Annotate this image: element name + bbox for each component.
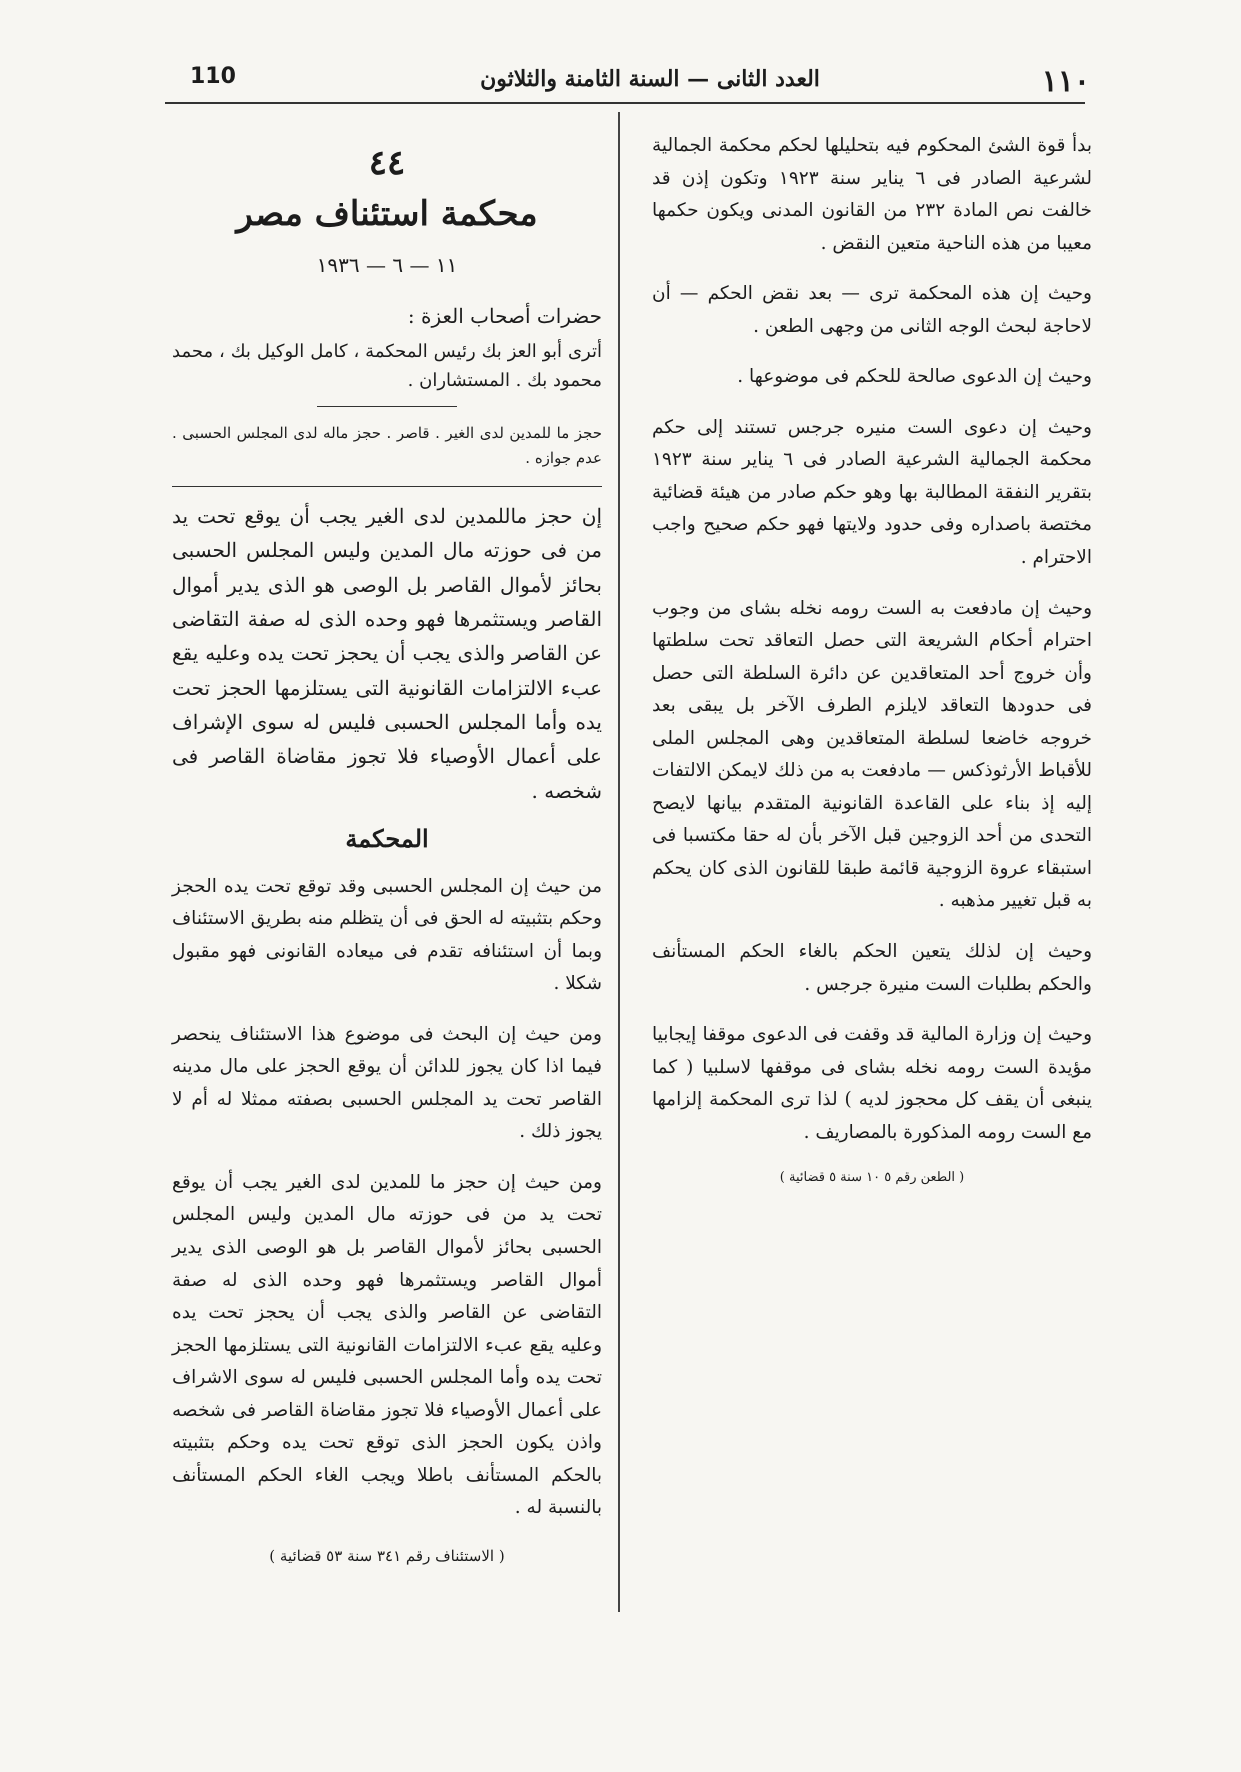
issue-line: العدد الثانى — السنة الثامنة والثلاثون [480, 66, 820, 92]
paragraph: ومن حيث إن البحث فى موضوع هذا الاستئناف ينحصر فيما اذا كان يجوز للدائن أن يوقع الحجز على مال مدينه القاصر تحت يد المجلس الحسبى بصفته ممثلا له أم لا يجوز ذلك . [172, 1023, 602, 1143]
paragraph: ومن حيث إن حجز ما للمدين لدى الغير يجب أن يوقع تحت يد من فى حوزته مال المدين وليس المجلس الحسبى بحائز لأموال القاصر بل هو الوصى الذى يدير أموال القاصر ويستثمرها فهو وحده الذى له صفة التقاضى عن القاصر والذى يجب أن يحجز تحت يده وعليه يقع عبء الالتزامات القانونية التى يستلزمها الحجز تحت يده وأما المجلس الحسبى فليس له سوى الاشراف على أعمال الأوصياء فلا تجوز مقاضاة القاصر فى شخصه واذن يكون الحجز الذى توقع تحت يده وحكم بتثبيته بالحكم المستأنف باطلا ويجب الغاء الحكم المستأنف بالنسبة له . [172, 1171, 602, 1519]
page-header [170, 60, 1090, 100]
header-rule [165, 102, 1085, 104]
paragraph: وحيث إن الدعوى صالحة للحكم فى موضوعها . [737, 366, 1092, 388]
section-title: المحكمة [345, 824, 429, 854]
court-name: محكمة استئناف مصر [236, 193, 538, 234]
legal-principle: إن حجز ماللمدين لدى الغير يجب أن يوقع تحت يد من فى حوزته مال المدين وليس المجلس الحسبى بحائز لأموال القاصر بل الوصى هو الذى يدير أموال القاصر ويستثمرها فهو وحده الذى له صفة التقاضى عن القاصر والذى يجب أن يحجز تحت يده وعليه يقع عبء الالتزامات القانونية التى يستلزمها الحجز تحت يده وأما المجلس الحسبى فليس له سوى الإشراف على أعمال الأوصياء فلا تجوز مقاضاة القاصر فى شخصه . [172, 503, 602, 803]
right-column [652, 130, 1092, 1190]
case-summary: حجز ما للمدين لدى الغير . قاصر . حجز ماله لدى المجلس الحسبى . عدم جوازه . [172, 423, 602, 468]
ruling-date: ١١ — ٦ — ١٩٣٦ [316, 252, 458, 277]
paragraph: وحيث إن هذه المحكمة ترى — بعد نقض الحكم — أن لاحاجة لبحث الوجه الثانى من وجهى الطعن . [652, 283, 1092, 337]
attendees-title: حضرات أصحاب العزة : [407, 303, 602, 328]
paragraph: وحيث إن مادفعت به الست رومه نخله بشاى من وجوب احترام أحكام الشريعة التى حصل التعاقد تحت سلطتها وأن خروج أحد المتعاقدين عن دائرة السلطة التى حصل فى حدودها التعاقد لايلزم الطرف الآخر بل يبقى بعد خروجه خاضعا لسلطة المتعاقدين وهى المجلس الملى للأقباط الأرثوذكس — مادفعت به من ذلك لايمكن الالتفات إليه إذ بناء على القاعدة القانونية المتقدم بيانها لايصح التحدى من أحد الزوجين قبل الآخر بأن له حقا مكتسبا فى استبقاء عروة الزوجية قائمة طبقا للقانون الذى كان يحكم به قبل تغيير مذهبه . [652, 597, 1092, 912]
paragraph: وحيث إن دعوى الست منيره جرجس تستند إلى حكم محكمة الجمالية الشرعية الصادر فى ٦ يناير سنة ١٩٢٣ بتقرير النفقة المطالبة بها وهو حكم صادر من هيئة قضائية مختصة باصداره وفى حدود ولايتها فهو حكم صحيح واجب الاحترام . [652, 416, 1092, 569]
column-divider [618, 112, 620, 1612]
page-number-arabic: ١١٠ [1041, 64, 1090, 99]
attendees-list: أترى أبو العز بك رئيس المحكمة ، كامل الوكيل بك ، محمد محمود بك . المستشاران . [172, 341, 602, 391]
left-column [172, 140, 602, 1569]
case-number: ٤٤ [368, 143, 406, 183]
divider [317, 406, 457, 407]
case-reference: ( الطعن رقم ٥ ١٠ سنة ٥ قضائية ) [779, 1170, 965, 1186]
divider [172, 486, 602, 487]
paragraph: من حيث إن المجلس الحسبى وقد توقع تحت يده الحجز وحكم بتثبيته له الحق فى أن يتظلم منه بطريق الاستئناف وبما أن استئنافه تقدم فى ميعاده القانونى فهو مقبول شكلا . [172, 875, 602, 995]
paragraph: بدأ قوة الشئ المحكوم فيه بتحليلها لحكم محكمة الجمالية لشرعية الصادر فى ٦ يناير سنة ١٩٢٣ وتكون إذن قد خالفت نص المادة ٢٣٢ من القانون المدنى ويكون حكمها معيبا من هذه الناحية متعين النقض . [652, 135, 1092, 254]
paragraph: وحيث إن لذلك يتعين الحكم بالغاء الحكم المستأنف والحكم بطلبات الست منيرة جرجس . [652, 941, 1092, 995]
page-number-latin: 110 [190, 64, 236, 89]
paragraph: وحيث إن وزارة المالية قد وقفت فى الدعوى موقفا إيجابيا مؤيدة الست رومه نخله بشاى فى موقفها لاسلبيا ( كما ينبغى أن يقف كل محجوز لديه ) لذا ترى المحكمة إلزامها مع الست رومه المذكورة بالمصاريف . [652, 1024, 1092, 1143]
case-reference: ( الاستئناف رقم ٣٤١ سنة ٥٣ قضائية ) [269, 1546, 505, 1565]
